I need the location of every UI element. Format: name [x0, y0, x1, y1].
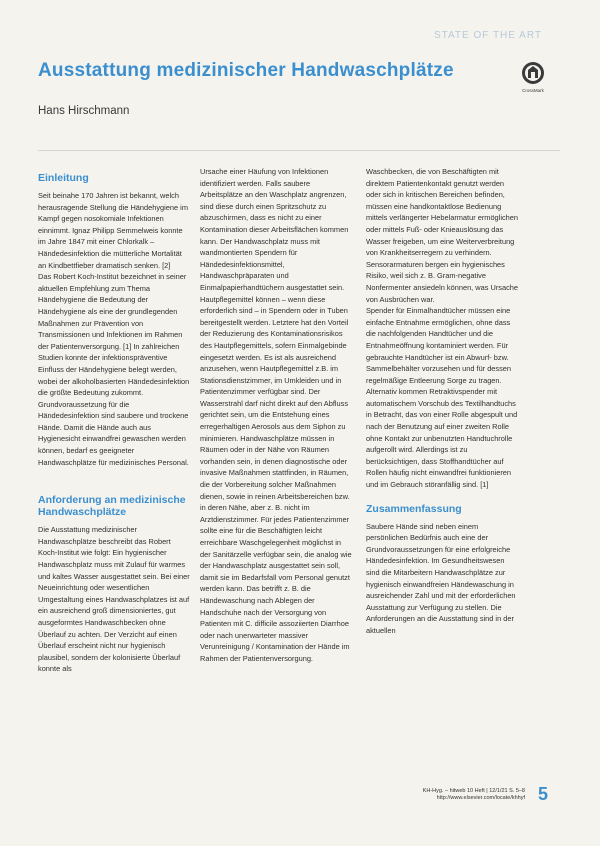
paragraph: Das Robert Koch-Institut bezeichnet in seiner aktuellen Empfehlung zum Thema Händehygiene die Bedeutung der Händehygiene als eine der grundlegenden Maßnahmen zur Prävention von Transmissionen und Infektionen im Rahmen der Patientenversorgung. [1] In zahlreichen Studien konnte der infektionspräventive Einfluss der Händehygiene belegt werden, wobei der alkoholbasierten Händedesinfektion die größte Bedeutung zukommt. Grundvoraussetzung für die Händedesinfektion sind saubere und trockene Hände. Damit die Hände auch aus Hygienesicht einwandfrei gewaschen werden können, bedarf es geeigneter Handwaschplätze für medizinisches Personal. — [38, 272, 190, 467]
heading-anforderung: Anforderung an medizinische Handwaschplätze — [38, 494, 186, 519]
column-3 — [366, 166, 519, 637]
spacer — [366, 491, 519, 503]
section-label: STATE OF THE ART — [433, 30, 542, 41]
author-name: Hans Hirschmann — [38, 105, 130, 117]
crossmark-logo-icon[interactable] — [513, 58, 553, 98]
column-1 — [38, 172, 191, 675]
paragraph: Spender für Einmalhandtücher müssen eine einfache Entnahme ermöglichen, ohne dass die nachfolgenden Handtücher und die Entnahmeöffnung kontaminiert werden. Für gebrauchte Handtücher ist ein Abwurf- bzw. Sammelbehälter vorzusehen und für dessen regelmäßige Entleerung Sorge zu tragen. Alternativ kommen Retraktivspender mit automatischem Vorschub des Textilhandtuchs in Betracht, das von einer Rolle abgespult und nach der Benutzung auf einer zweiten Rolle ohne Kontakt zur unbenutzten Handtuchrolle aufgerollt wird. Allerdings ist zu berücksichtigen, dass Stoffhandtücher auf Rollen häufig nicht einwandfrei funktionieren und im Gebrauch störanfällig sind. [1] — [366, 306, 518, 490]
paragraph: Ursache einer Häufung von Infektionen identifiziert werden. Falls saubere Arbeitsplätze an den Waschplatz angrenzen, sind diese durch einen Spritzschutz zu abzuschirmen, dass es nicht zu einer Kontamination dieser Arbeitsflächen kommen kann. Der Handwaschplatz muss mit wandmontierten Spendern für Händedesinfektionsmittel, Handwaschpräparaten und Einmalpapierhandtüchern ausgestattet sein. Hautpflegemittel können – wenn diese erforderlich sind – in Spendern oder in Tuben bereitgestellt werden. Letztere hat den Vorteil der Reduzierung des Kontaminationsrisikos des Hautpflegemittels, sofern Einmalgebinde eingesetzt werden. Es ist als ausreichend anzusehen, wenn Hautpflegemittel z.B. im Stationsdienstzimmer, im Umkleiden und in Patientenzimmer verfügbar sind. Der Wasserstrahl darf nicht direkt auf den Abfluss gerichtet sein, um die Entstehung eines erregerhaltigen Aerosols aus dem Siphon zu minimieren. Handwaschplätze müssen in Räumen oder in der Nähe von Räumen vorhanden sein, in denen diagnostische oder invasive Maßnahmen stattfinden, in Räumen, die der Vorbereitung solcher Maßnahmen dienen, sowie in reinen Arbeitsbereichen bzw. in deren Nähe, aber z. B. nicht im Arztdienstzimmer. Für jedes Patientenzimmer sollte eine für die Beschäftigten leicht erreichbare Waschgelegenheit möglichst in der Sanitärzelle verfügbar sein, die analog wie der Handwaschplatz ausgestattet sein soll, damit sie im Bedarfsfall vom Personal genutzt werden kann. Das betrifft z. B. die Händewaschung nach Ablegen der Handschuhe nach der Versorgung von Patienten mit C. difficile assoziierten Diarrhoe oder nach unerwarteter massiver Verunreinigung / Kontamination der Hände im Rahmen der Patientenversorgung. — [200, 167, 352, 663]
article-title: Ausstattung medizinischer Handwaschplätze — [38, 60, 454, 81]
spacer — [38, 468, 191, 494]
logo-label: CrossMark — [522, 88, 544, 93]
footer-citation: KH-Hyg. – hitweb 10 Heft | 12/1/21 S. 5–8 — [422, 788, 525, 794]
column-2 — [200, 166, 353, 665]
page-number: 5 — [537, 784, 548, 804]
heading-zusammenfassung: Zusammenfassung — [366, 502, 462, 515]
footer-citation-block — [423, 788, 525, 802]
footer-url[interactable]: http://www.elsevier.com/locate/khhyf — [436, 795, 525, 801]
heading-einleitung: Einleitung — [38, 172, 89, 184]
paragraph: Seit beinahe 170 Jahren ist bekannt, welch herausragende Stellung die Händehygiene im Kampf gegen nosokomiale Infektionen einnimmt. Ignaz Philipp Semmelweis konnte im Jahre 1847 mit einer Chlorkalk – Händedesinfektion die mütterliche Mortalität an Kindbettfieber dramatisch senken. [2] — [38, 191, 188, 270]
paragraph: Waschbecken, die von Beschäftigten mit direktem Patientenkontakt genutzt werden oder sich in kritischen Bereichen befinden, müssen eine handkontaktlose Bedienung mittels verlängerter Hebelarmatur ermöglichen oder mittels Fuß- oder Knieauslösung das Wasser freigeben, um eine Weiterverbreitung von Krankheitserregern zu verhindern. Sensorarmaturen bergen ein hygienisches Risiko, weil sich z. B. Gram-negative Nonfermenter ansiedeln können, was Ursache von Ausbrüchen war. — [366, 167, 519, 304]
header-divider — [38, 150, 560, 151]
paragraph: Die Ausstattung medizinischer Handwaschplätze beschreibt das Robert Koch-Institut wie folgt: Ein hygienischer Handwaschplatz muss mit Zulauf für warmes und kaltes Wasser ausgestattet sein. Bei einer Neueinrichtung oder wesentlichen Umgestaltung eines Handwaschplatzes ist auf ein ausreichend groß dimensioniertes, gut ausgeformtes Handwaschbecken ohne Überlauf zu achten. Der Verzicht auf einen Überlauf erscheint nicht nur hygienisch plausibel, sondern der kolonisierte Überlauf konnte als — [38, 525, 190, 674]
paragraph: Saubere Hände sind neben einem persönlichen Bedürfnis auch eine der Grundvoraussetzungen für eine erfolgreiche Händedesinfektion. Im Gesundheitswesen sind die Mitarbeitern Handwaschplätze zur hygienisch einwandfreien Händewaschung in ausreichender Zahl und mit der erforderlichen Ausstattung zur Verfügung zu stellen. Die Anforderungen an die Ausstattung sind in der aktuellen — [366, 521, 516, 635]
